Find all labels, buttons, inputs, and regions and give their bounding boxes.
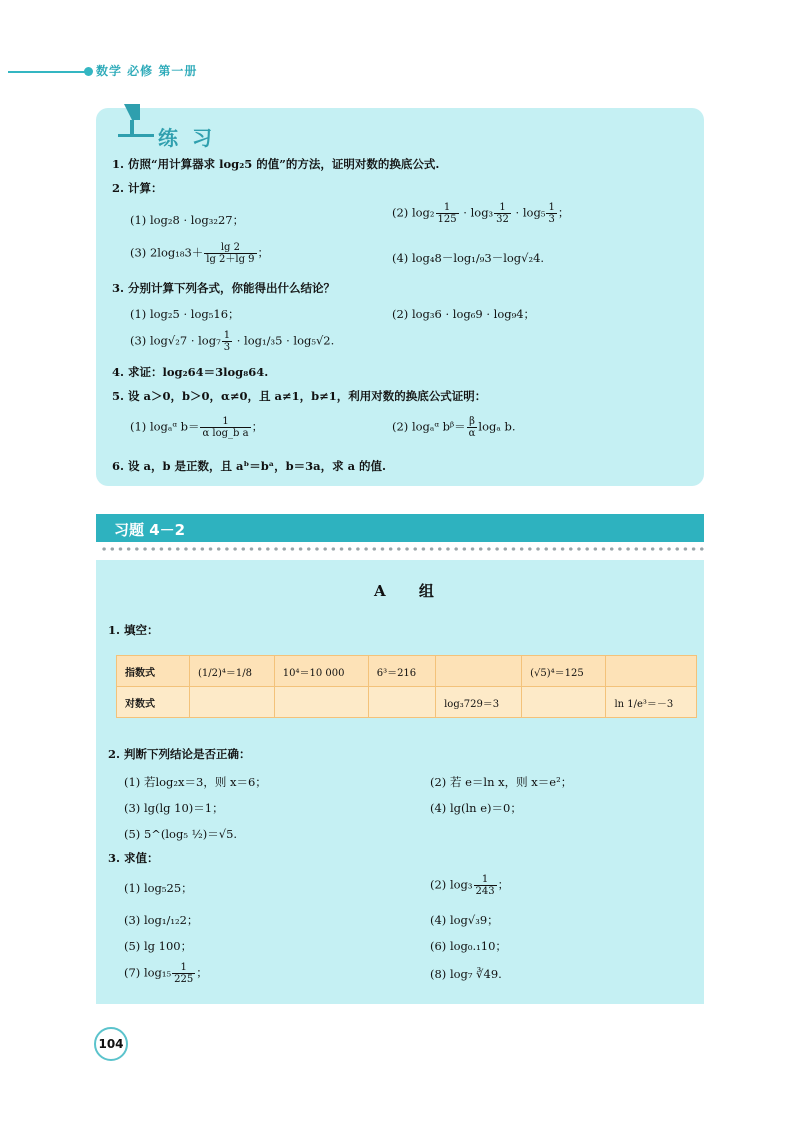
practice-q6: 6. 设 a，b 是正数，且 aᵇ＝bᵃ，b＝3a，求 a 的值. [112,459,387,473]
practice-title: 练习 [158,126,226,150]
table-cell: (√5)⁴＝125 [522,656,606,687]
practice-q2-3: (3) 2log₁₈3＋ $\frac{\lg 2}{\lg 2+\lg 9}$ ； [130,242,270,265]
practice-q5-2: (2) logₐᵅ bᵝ＝ $\frac{\beta}{\alpha}$ logₐ b. [392,416,516,439]
exercise-title: 习题 4－2 [114,521,186,539]
exercise-q3-4: (4) log√₃9； [430,913,499,927]
table-head-cell: 对数式 [117,687,190,718]
exercise-q3-7: (7) log₁₅ $\frac{1}{225}$ ； [124,962,208,985]
exercise-q1: 1. 填空： [108,623,159,637]
page-number: 104 [94,1027,128,1061]
practice-q1: 1. 仿照“用计算器求 log₂5 的值”的方法，证明对数的换底公式. [112,157,440,171]
group-title: A 组 [374,582,448,600]
practice-q2-1: (1) log₂8 · log₃₂27； [130,213,245,227]
table-row-logarithmic [117,687,697,718]
exercise-q3: 3. 求值： [108,851,159,865]
header-dot-icon [84,67,93,76]
table-cell [522,687,606,718]
table-cell [606,656,697,687]
exercise-q2-3: (3) lg(lg 10)＝1； [124,801,224,815]
exercise-q3-1: (1) log₅25； [124,881,193,895]
book-title: 数学 必修 第一册 [96,64,198,78]
table-cell [368,687,435,718]
table-head-cell: 指数式 [117,656,190,687]
practice-q2: 2. 计算： [112,181,163,195]
table-cell [274,687,368,718]
exercise-q3-6: (6) log₀.₁10； [430,939,507,953]
practice-q3-2: (2) log₃6 · log₆9 · log₉4； [392,307,536,321]
dotted-divider [100,546,704,552]
exercise-q2-4: (4) lg(ln e)＝0； [430,801,522,815]
table-cell [436,656,522,687]
table-cell: (1/2)⁴＝1/8 [190,656,275,687]
table-cell: 6³＝216 [368,656,435,687]
table-cell: ln 1/e³＝－3 [606,687,697,718]
exercise-q3-8: (8) log₇ ∛49. [430,967,502,981]
table-cell: 10⁴＝10 000 [274,656,368,687]
exercise-q2-1: (1) 若log₂x＝3，则 x＝6； [124,775,267,789]
practice-q5-1: (1) logₐᵅ b＝ $\frac{1}{\text{α log\_b a}}$ ； [130,416,264,439]
practice-q2-2: (2) log₂ $\frac{1}{125}$ · log₃ $\frac{1}{32}$ · log₅ $\frac{1}{3}$ ； [392,202,570,225]
exercise-q2: 2. 判断下列结论是否正确： [108,747,251,761]
table-row-exponential [117,656,697,687]
exercise-q3-2: (2) log₃ $\frac{1}{243}$ ； [430,874,510,897]
pen-icon [116,100,156,146]
exercise-q2-2: (2) 若 e＝ln x，则 x＝e²； [430,775,573,789]
practice-q4: 4. 求证：log₂64＝3log₈64. [112,365,269,379]
practice-q2-4: (4) log₄8－log₁/₉3－log√₂4. [392,251,545,265]
exercise-q2-5: (5) 5^(log₅ ½)＝√5. [124,827,238,841]
exercise-q3-5: (5) lg 100； [124,939,193,953]
practice-q5: 5. 设 a＞0，b＞0，α≠0，且 a≠1，b≠1，利用对数的换底公式证明： [112,389,487,403]
header-rule [8,71,88,73]
table-cell: log₃729＝3 [436,687,522,718]
practice-q3-3: (3) log√₂7 · log₇ $\frac{1}{3}$ · log₁/₃5 · log₅√2. [130,330,335,353]
fill-table [116,655,697,718]
exercise-banner [96,514,704,542]
table-cell [190,687,275,718]
practice-q3-1: (1) log₂5 · log₅16； [130,307,240,321]
exercise-q3-3: (3) log₁/₁₂2； [124,913,199,927]
practice-q3: 3. 分别计算下列各式，你能得出什么结论？ [112,281,336,295]
